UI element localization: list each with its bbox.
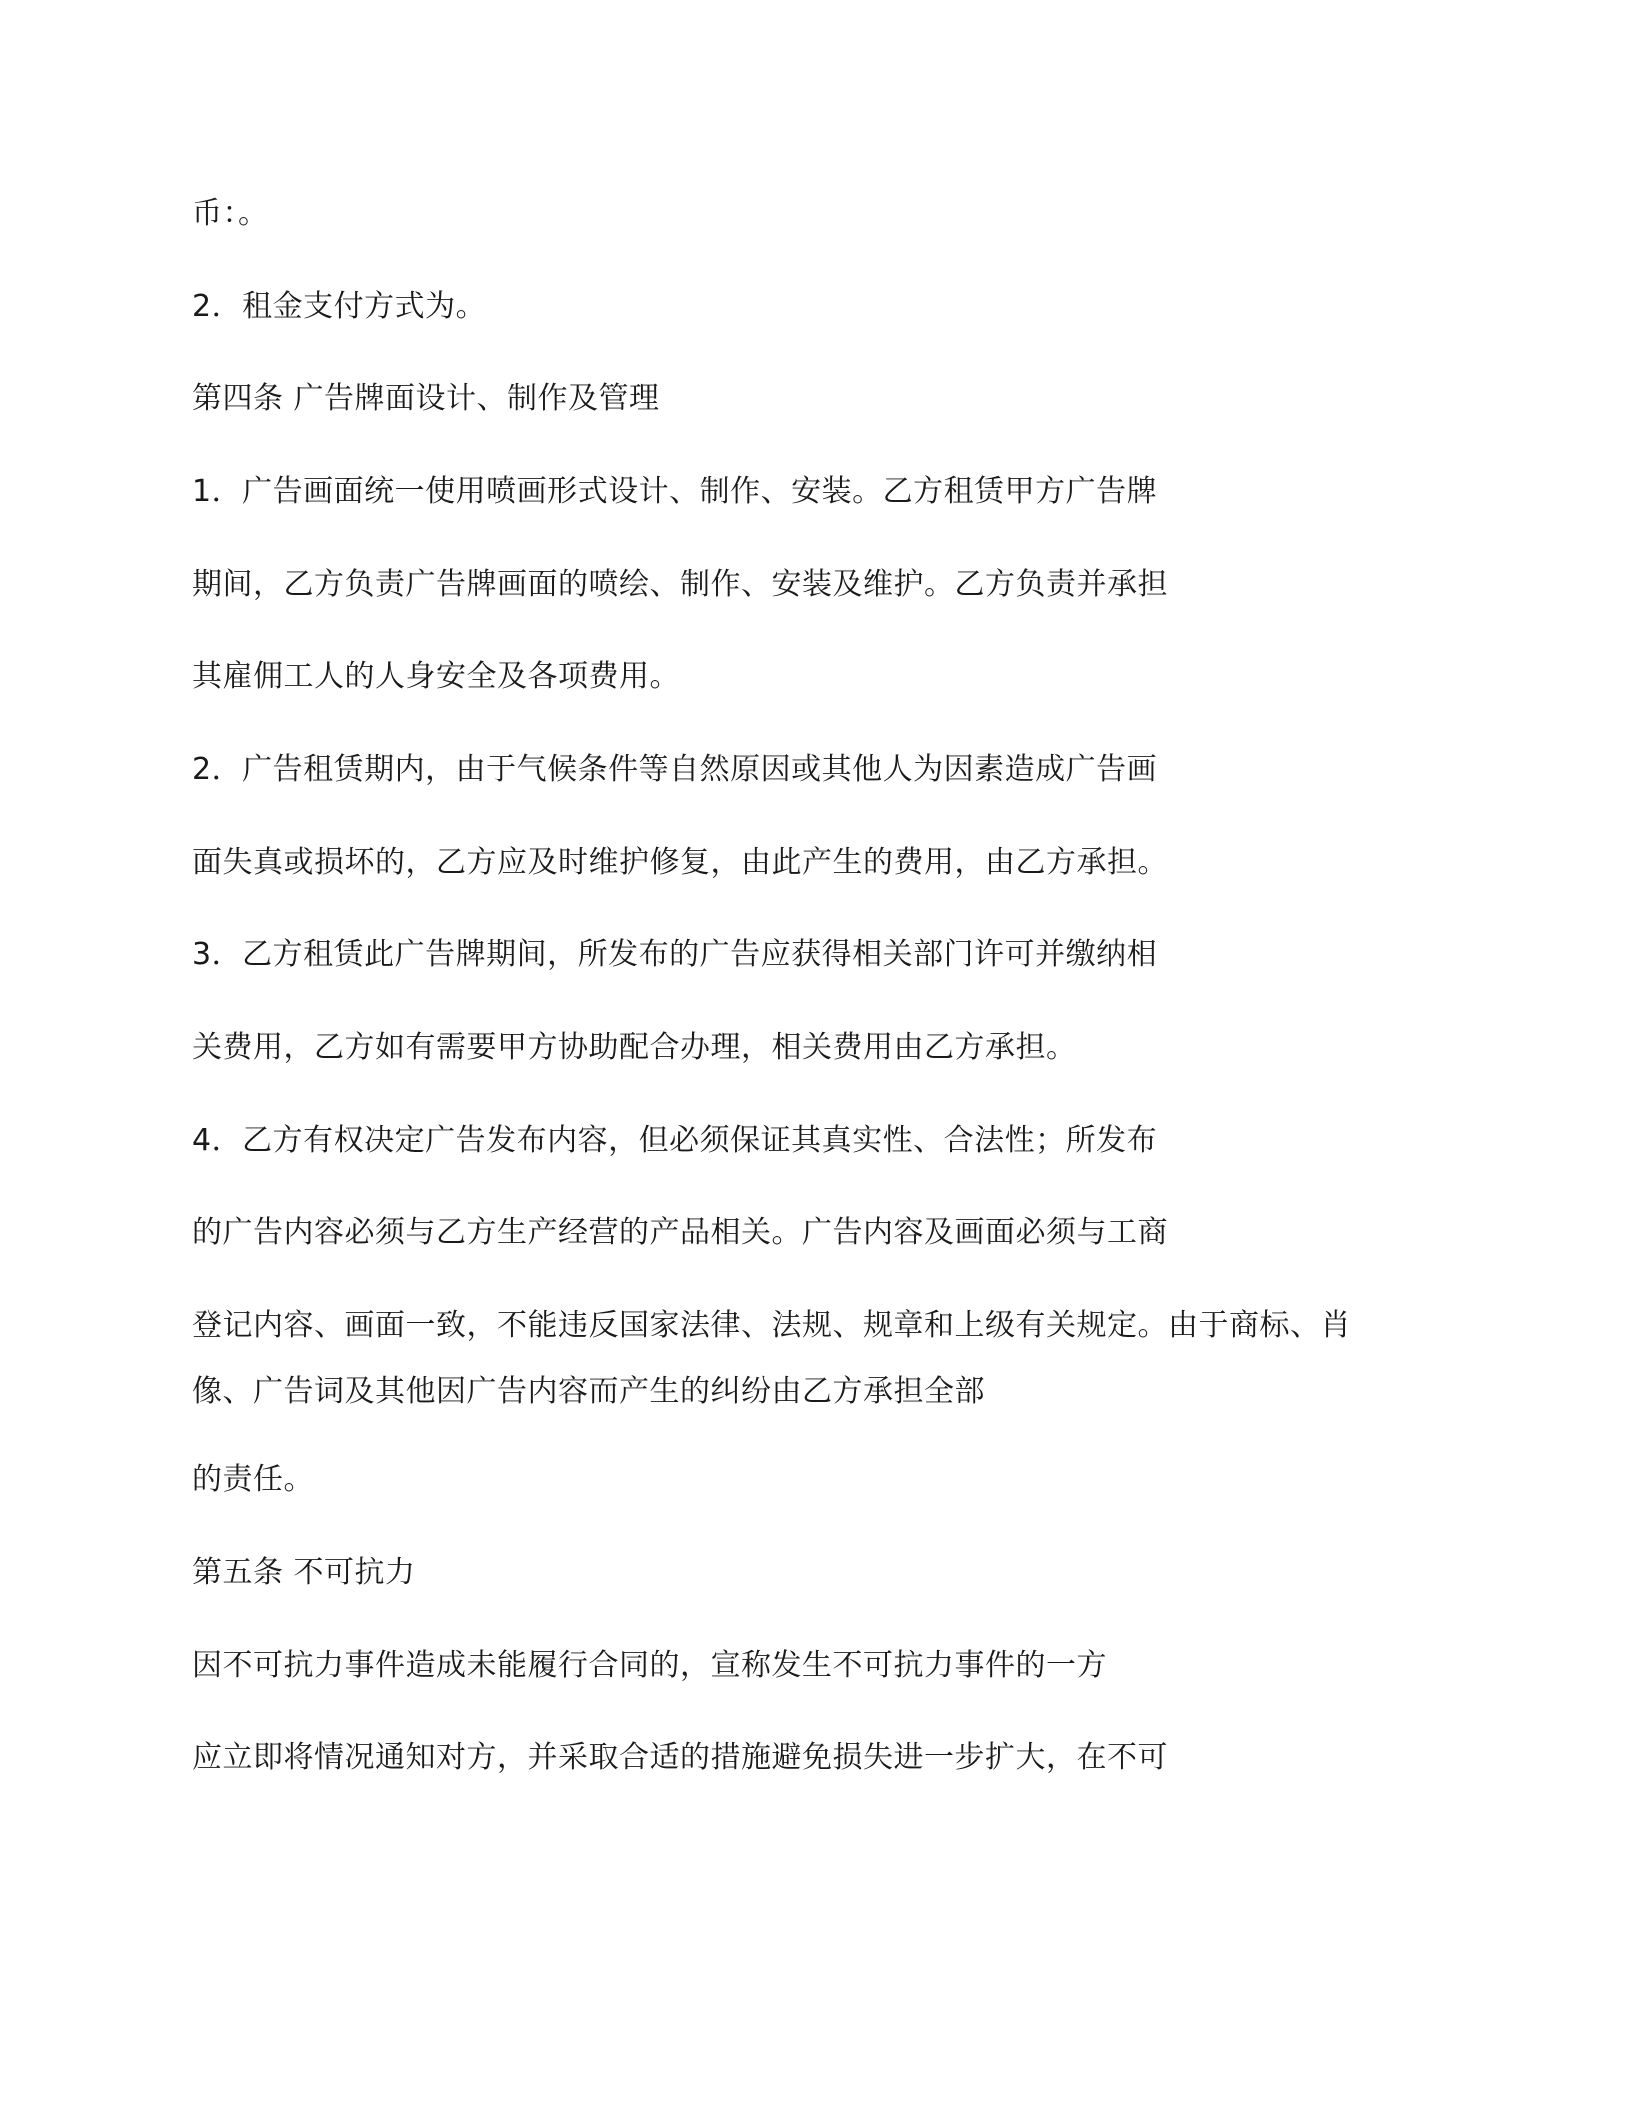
text-line: 4．乙方有权决定广告发布内容，但必须保证其真实性、合法性；所发布	[192, 1123, 1158, 1158]
text-line: 币：。	[192, 196, 269, 231]
text-line: 登记内容、画面一致，不能违反国家法律、法规、规章和上级有关规定。由于商标、肖	[192, 1308, 1351, 1343]
text-line: 因不可抗力事件造成未能履行合同的，宣称发生不可抗力事件的一方	[192, 1648, 1107, 1683]
text-line: 期间，乙方负责广告牌画面的喷绘、制作、安装及维护。乙方负责并承担	[192, 567, 1168, 602]
text-line: 的责任。	[192, 1462, 314, 1497]
text-line: 2．租金支付方式为。	[192, 289, 487, 324]
section-heading: 第四条 广告牌面设计、制作及管理	[192, 381, 660, 416]
text-line: 面失真或损坏的，乙方应及时维护修复，由此产生的费用，由乙方承担。	[192, 845, 1168, 880]
text-line: 1．广告画面统一使用喷画形式设计、制作、安装。乙方租赁甲方广告牌	[192, 474, 1158, 509]
text-line: 关费用，乙方如有需要甲方协助配合办理，相关费用由乙方承担。	[192, 1030, 1077, 1065]
text-line: 2．广告租赁期内，由于气候条件等自然原因或其他人为因素造成广告画	[192, 752, 1158, 787]
text-line: 3．乙方租赁此广告牌期间，所发布的广告应获得相关部门许可并缴纳相	[192, 937, 1158, 972]
text-line: 的广告内容必须与乙方生产经营的产品相关。广告内容及画面必须与工商	[192, 1215, 1168, 1250]
text-line: 像、广告词及其他因广告内容而产生的纠纷由乙方承担全部	[192, 1374, 985, 1409]
section-heading: 第五条 不可抗力	[192, 1555, 416, 1590]
text-line: 应立即将情况通知对方，并采取合适的措施避免损失进一步扩大，在不可	[192, 1740, 1168, 1775]
text-line: 其雇佣工人的人身安全及各项费用。	[192, 659, 680, 694]
